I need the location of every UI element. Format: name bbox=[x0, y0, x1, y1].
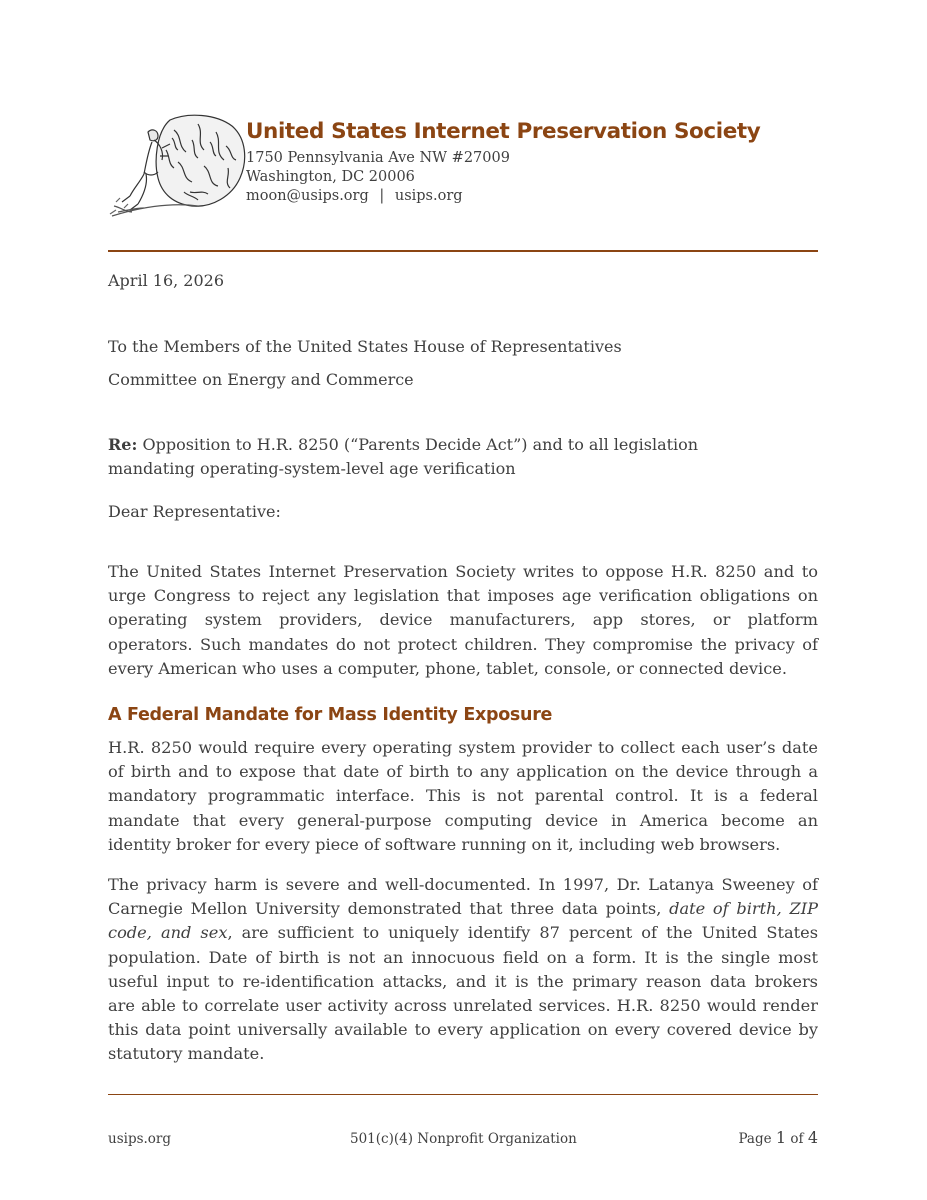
salutation: Dear Representative: bbox=[108, 502, 281, 521]
intro-paragraph: The United States Internet Preservation Society writes to oppose H.R. 8250 and to urge Congress to reject any legislation that imposes age verification obligations on operating system providers, device manufacturers, app stores, or platform operators. Such mandates do not protect children. They compromise the privacy of every American who uses a computer, phone, tablet, console, or connected device. bbox=[108, 562, 818, 678]
website-link[interactable]: usips.org bbox=[394, 188, 463, 204]
header-divider bbox=[108, 250, 818, 252]
subject-line-2: mandating operating-system-level age verification bbox=[108, 459, 516, 478]
section-heading: A Federal Mandate for Mass Identity Exposure bbox=[108, 705, 553, 725]
contact-line bbox=[246, 188, 463, 204]
letter-date: April 16, 2026 bbox=[108, 271, 225, 290]
section-paragraph-2: The privacy harm is severe and well-documented. In 1997, Dr. Latanya Sweeney of Carnegie Mellon University demonstrated that three data points, date of birth, ZIP code, and sex, are sufficient to uniquely identify 87 percent of the United States population. Date of birth is not an innocuous field on a form. It is the single most useful input to re-identification attacks, and it is the primary reason data brokers are able to correlate user activity across unrelated services. H.R. 8250 would render this data point universally available to every application on every covered device by statutory mandate. bbox=[108, 875, 818, 1064]
contact-separator: | bbox=[379, 188, 385, 204]
org-name: United States Internet Preservation Society bbox=[246, 119, 761, 144]
footer-divider bbox=[108, 1094, 818, 1095]
footer-org-type: 501(c)(4) Nonprofit Organization bbox=[350, 1131, 577, 1147]
footer-website: usips.org bbox=[108, 1131, 172, 1147]
address-line-1: 1750 Pennsylvania Ave NW #27009 bbox=[246, 150, 510, 166]
subject-label: Re: bbox=[108, 435, 138, 454]
subject-line-1: Re: Opposition to H.R. 8250 (“Parents Decide Act”) and to all legislation bbox=[108, 435, 699, 454]
recipient-line-2: Committee on Energy and Commerce bbox=[108, 370, 414, 389]
section-paragraph-1: H.R. 8250 would require every operating system provider to collect each user’s date of birth and to expose that date of birth to any application on the device through a mandatory programmatic interface. This is not parental control. It is a federal mandate that every general-purpose computing device in America become an identity broker for every piece of software running on it, including web browsers. bbox=[108, 738, 818, 854]
email-link[interactable]: moon@usips.org bbox=[246, 188, 369, 204]
footer-page-number: Page 1 of 4 bbox=[738, 1128, 818, 1147]
recipient-line-1: To the Members of the United States House of Representatives bbox=[108, 337, 622, 356]
sisyphus-logo-icon bbox=[108, 112, 248, 218]
address-line-2: Washington, DC 20006 bbox=[246, 169, 415, 185]
